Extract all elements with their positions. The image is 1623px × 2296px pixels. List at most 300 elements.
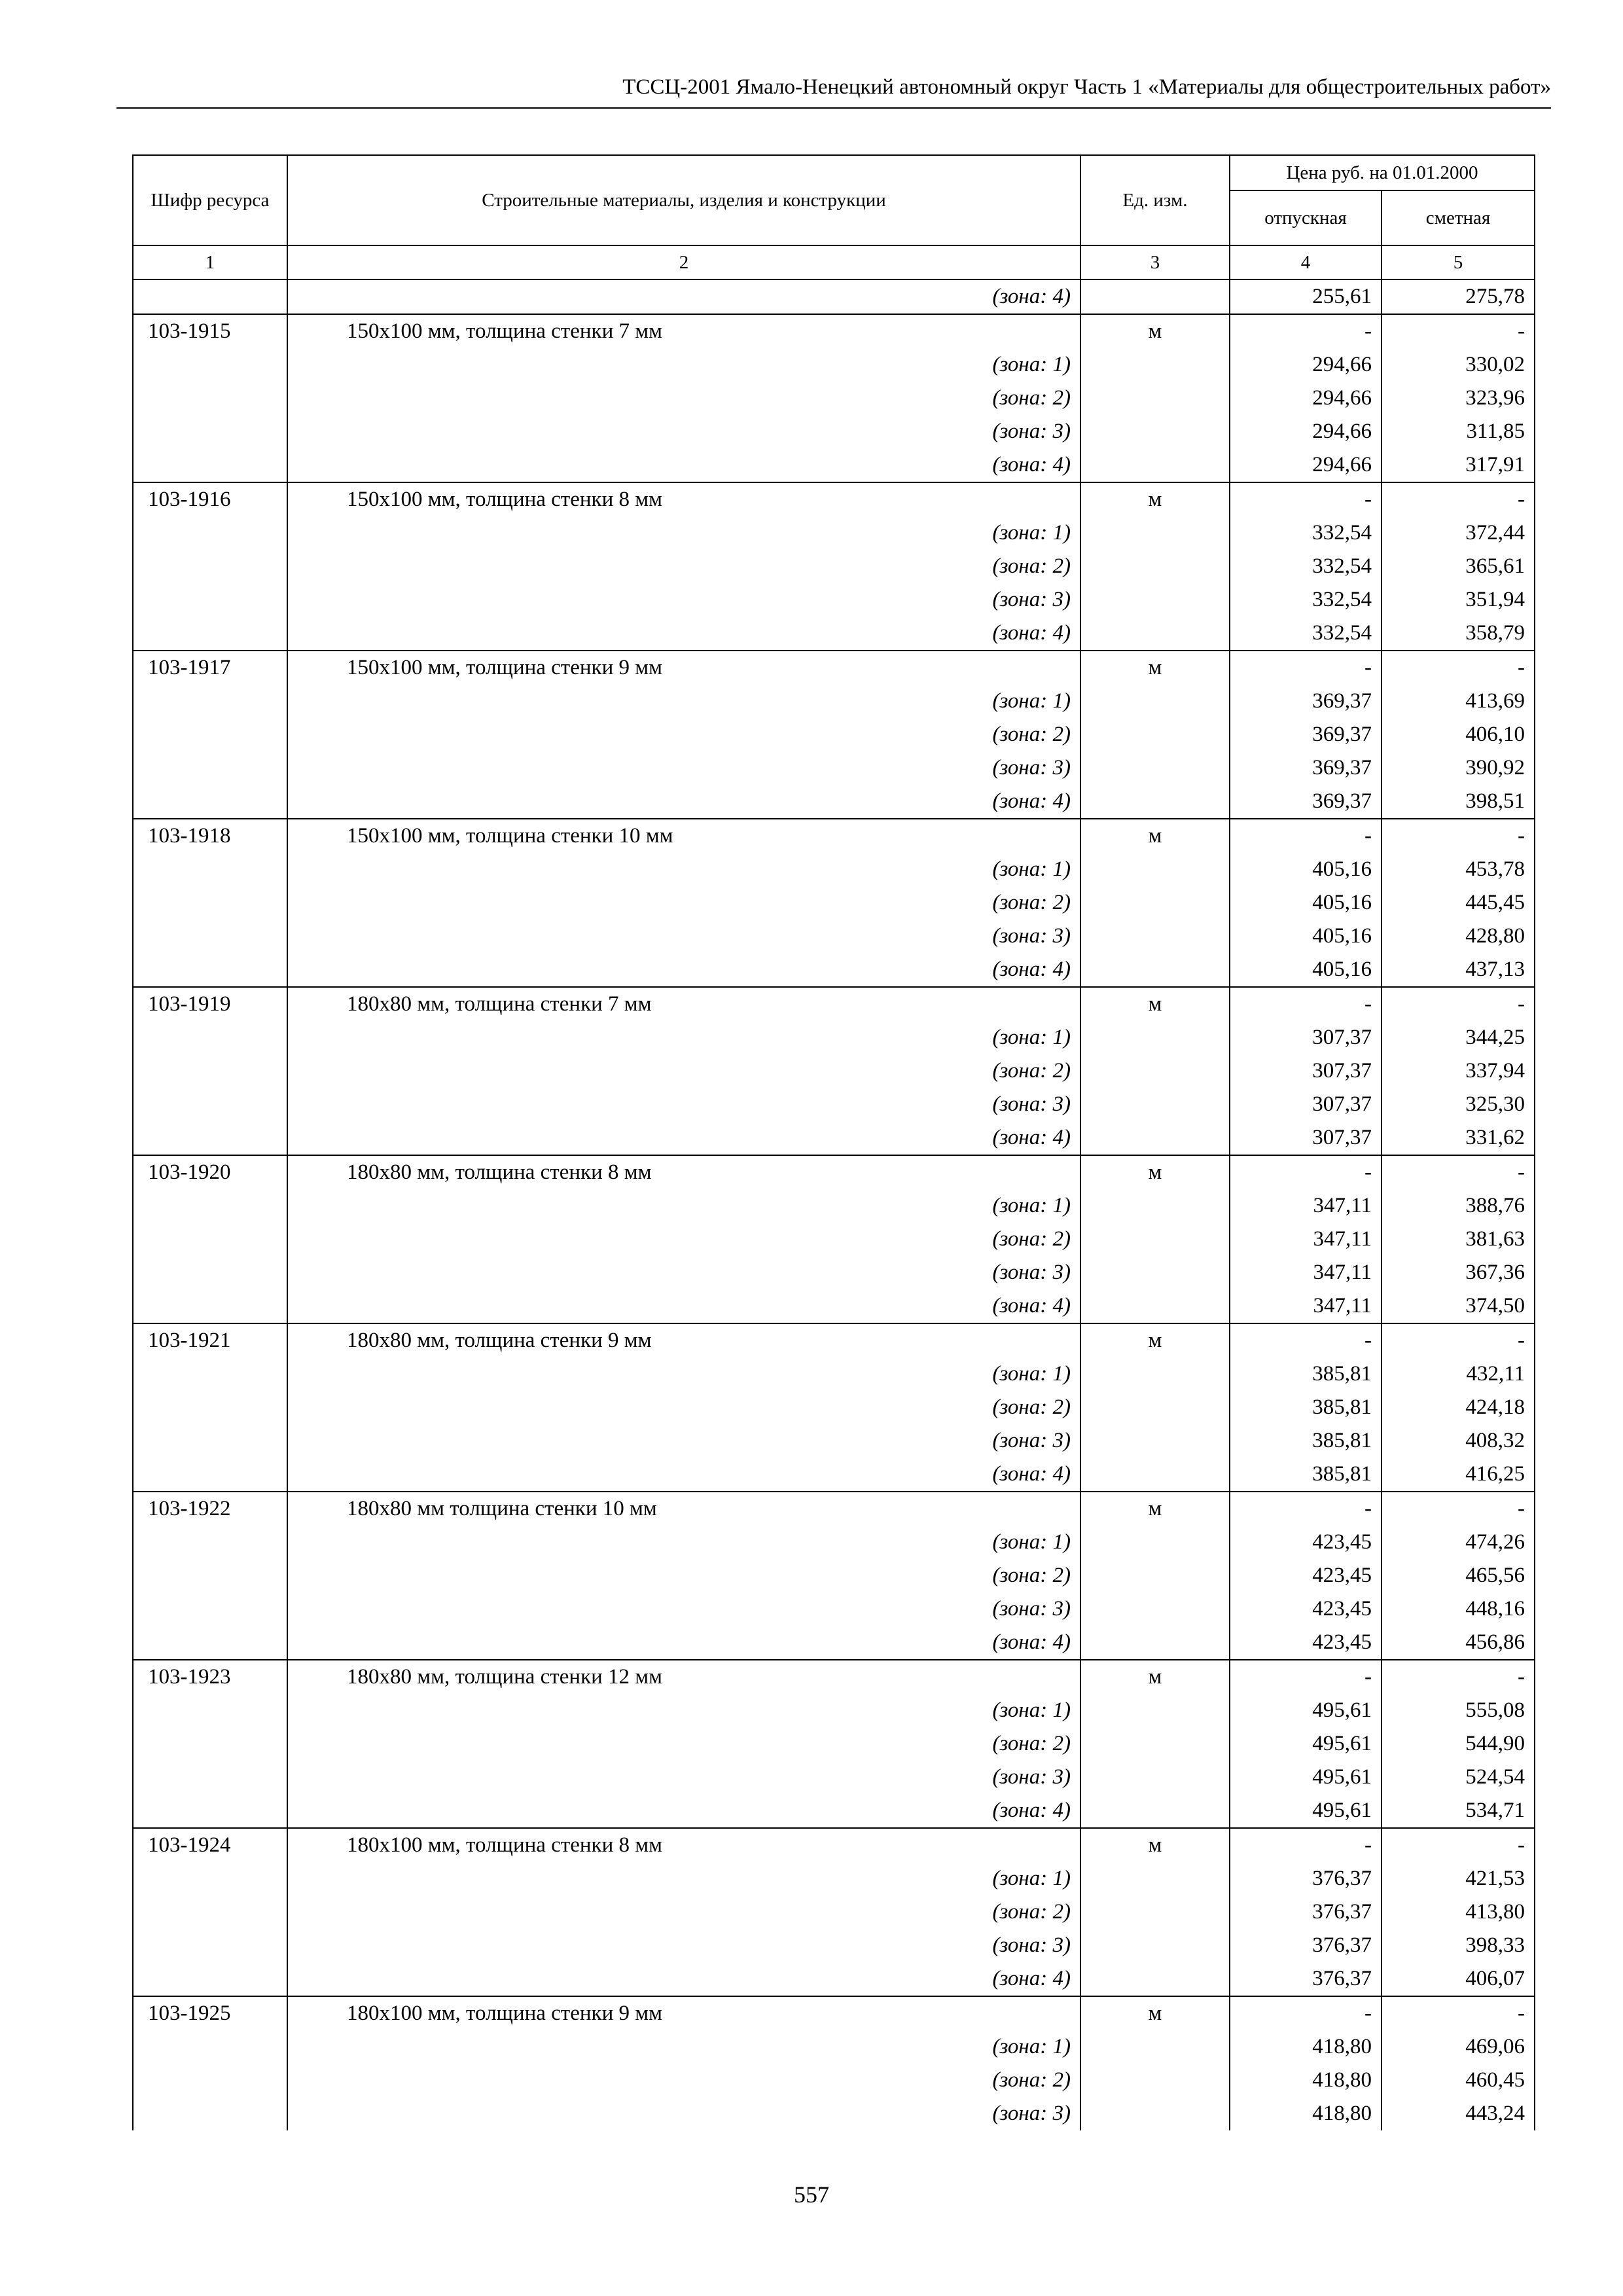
resource-code-cell: [133, 2030, 287, 2064]
zone-row: [133, 751, 1535, 785]
release-price: 376,37: [1230, 1962, 1382, 1996]
zone-label: (зона: 2): [287, 550, 1080, 583]
resource-code-cell: [133, 1289, 287, 1323]
unit-cell: [1080, 685, 1230, 718]
zone-row: [133, 718, 1535, 751]
unit-cell: [1080, 1626, 1230, 1660]
zone-label: (зона: 4): [287, 785, 1080, 819]
unit-cell: [1080, 1794, 1230, 1828]
release-price: 294,66: [1230, 448, 1382, 482]
unit-cell: [1080, 279, 1230, 314]
resource-code-cell: [133, 1088, 287, 1121]
unit-cell: [1080, 1862, 1230, 1895]
table-row: [133, 1828, 1535, 1862]
zone-row: [133, 1256, 1535, 1289]
zone-row: [133, 2097, 1535, 2130]
zone-row: [133, 1559, 1535, 1592]
header-unit: Ед. изм.: [1080, 155, 1230, 245]
resource-code-cell: [133, 1862, 287, 1895]
resource-code-cell: [133, 1592, 287, 1626]
zone-row: [133, 1054, 1535, 1088]
zone-row: [133, 1289, 1535, 1323]
table-row: [133, 314, 1535, 348]
release-price: 376,37: [1230, 1895, 1382, 1929]
estimate-price: 534,71: [1382, 1794, 1535, 1828]
unit-of-measure: м: [1080, 1660, 1230, 1694]
header-name: Строительные материалы, изделия и конструкции: [287, 155, 1080, 245]
zone-row: [133, 1962, 1535, 1996]
resource-code-cell: [133, 516, 287, 550]
unit-cell: [1080, 1021, 1230, 1054]
unit-cell: [1080, 382, 1230, 415]
resource-code: 103-1923: [133, 1660, 287, 1694]
resource-code-cell: [133, 2064, 287, 2097]
resource-code: 103-1920: [133, 1155, 287, 1189]
release-price: -: [1230, 1492, 1382, 1526]
unit-cell: [1080, 751, 1230, 785]
release-price: -: [1230, 987, 1382, 1021]
release-price: 418,80: [1230, 2064, 1382, 2097]
zone-label: (зона: 2): [287, 382, 1080, 415]
resource-code-cell: [133, 1189, 287, 1223]
unit-cell: [1080, 1592, 1230, 1626]
unit-cell: [1080, 348, 1230, 382]
resource-code: 103-1925: [133, 1996, 287, 2030]
release-price: 385,81: [1230, 1357, 1382, 1391]
zone-label: (зона: 4): [287, 279, 1080, 314]
estimate-price: 331,62: [1382, 1121, 1535, 1155]
release-price: 376,37: [1230, 1929, 1382, 1962]
col-number: 4: [1230, 245, 1382, 279]
zone-row: [133, 1458, 1535, 1492]
estimate-price: 453,78: [1382, 853, 1535, 886]
resource-code: 103-1915: [133, 314, 287, 348]
resource-code-cell: [133, 1256, 287, 1289]
table-body: [133, 279, 1535, 2130]
release-price: 495,61: [1230, 1761, 1382, 1794]
resource-code-cell: [133, 1559, 287, 1592]
resource-code: 103-1916: [133, 482, 287, 516]
unit-cell: [1080, 1256, 1230, 1289]
zone-label: (зона: 3): [287, 1592, 1080, 1626]
zone-row: [133, 2030, 1535, 2064]
unit-cell: [1080, 583, 1230, 617]
release-price: 332,54: [1230, 550, 1382, 583]
zone-row: [133, 1626, 1535, 1660]
table-row: [133, 819, 1535, 853]
unit-cell: [1080, 550, 1230, 583]
zone-label: (зона: 3): [287, 1088, 1080, 1121]
unit-cell: [1080, 1223, 1230, 1256]
release-price: -: [1230, 819, 1382, 853]
material-name: 150x100 мм, толщина стенки 7 мм: [287, 314, 1080, 348]
zone-row: [133, 1794, 1535, 1828]
unit-cell: [1080, 1357, 1230, 1391]
table-row: [133, 1492, 1535, 1526]
zone-label: (зона: 2): [287, 1559, 1080, 1592]
estimate-price: 432,11: [1382, 1357, 1535, 1391]
unit-cell: [1080, 953, 1230, 987]
estimate-price: 398,51: [1382, 785, 1535, 819]
unit-cell: [1080, 1088, 1230, 1121]
estimate-price: 445,45: [1382, 886, 1535, 920]
unit-cell: [1080, 785, 1230, 819]
zone-label: (зона: 2): [287, 1727, 1080, 1761]
zone-label: (зона: 3): [287, 1424, 1080, 1458]
release-price: 423,45: [1230, 1526, 1382, 1559]
zone-label: (зона: 1): [287, 1357, 1080, 1391]
material-name: 180x100 мм, толщина стенки 9 мм: [287, 1996, 1080, 2030]
estimate-price: 428,80: [1382, 920, 1535, 953]
estimate-price: 448,16: [1382, 1592, 1535, 1626]
release-price: -: [1230, 1660, 1382, 1694]
material-name: 180x80 мм, толщина стенки 7 мм: [287, 987, 1080, 1021]
zone-row: [133, 1088, 1535, 1121]
release-price: -: [1230, 482, 1382, 516]
release-price: 423,45: [1230, 1592, 1382, 1626]
unit-of-measure: м: [1080, 651, 1230, 685]
table-row: [133, 482, 1535, 516]
estimate-price: 325,30: [1382, 1088, 1535, 1121]
unit-cell: [1080, 1458, 1230, 1492]
release-price: 385,81: [1230, 1391, 1382, 1424]
zone-row: [133, 2064, 1535, 2097]
zone-label: (зона: 3): [287, 1761, 1080, 1794]
unit-cell: [1080, 718, 1230, 751]
estimate-price: 381,63: [1382, 1223, 1535, 1256]
unit-cell: [1080, 516, 1230, 550]
resource-code-cell: [133, 415, 287, 448]
unit-cell: [1080, 2097, 1230, 2130]
resource-code-cell: [133, 279, 287, 314]
zone-label: (зона: 2): [287, 1223, 1080, 1256]
table-row: [133, 651, 1535, 685]
zone-row: [133, 1929, 1535, 1962]
resource-code-cell: [133, 583, 287, 617]
estimate-price: 416,25: [1382, 1458, 1535, 1492]
resource-code-cell: [133, 1526, 287, 1559]
page-number: 557: [794, 2181, 829, 2208]
unit-cell: [1080, 920, 1230, 953]
resource-code-cell: [133, 1121, 287, 1155]
zone-label: (зона: 4): [287, 1458, 1080, 1492]
header-price-group: Цена руб. на 01.01.2000: [1230, 155, 1535, 190]
resource-code-cell: [133, 617, 287, 651]
zone-row: [133, 617, 1535, 651]
release-price: 369,37: [1230, 785, 1382, 819]
estimate-price: -: [1382, 482, 1535, 516]
header-code: Шифр ресурса: [133, 155, 287, 245]
column-number-row: [133, 245, 1535, 279]
table-row: [133, 987, 1535, 1021]
resource-code-cell: [133, 886, 287, 920]
zone-row: [133, 1189, 1535, 1223]
col-number: 5: [1382, 245, 1535, 279]
resource-code-cell: [133, 1929, 287, 1962]
release-price: 307,37: [1230, 1021, 1382, 1054]
zone-label: (зона: 3): [287, 583, 1080, 617]
unit-of-measure: м: [1080, 482, 1230, 516]
unit-cell: [1080, 1559, 1230, 1592]
zone-row: [133, 1357, 1535, 1391]
release-price: 347,11: [1230, 1223, 1382, 1256]
resource-code-cell: [133, 1391, 287, 1424]
release-price: 423,45: [1230, 1559, 1382, 1592]
unit-cell: [1080, 1189, 1230, 1223]
unit-cell: [1080, 1391, 1230, 1424]
release-price: 347,11: [1230, 1289, 1382, 1323]
release-price: 495,61: [1230, 1694, 1382, 1727]
zone-label: (зона: 2): [287, 2064, 1080, 2097]
zone-label: (зона: 1): [287, 1694, 1080, 1727]
material-name: 150x100 мм, толщина стенки 10 мм: [287, 819, 1080, 853]
zone-label: (зона: 1): [287, 348, 1080, 382]
zone-row: [133, 516, 1535, 550]
zone-row: [133, 415, 1535, 448]
release-price: 332,54: [1230, 516, 1382, 550]
estimate-price: 323,96: [1382, 382, 1535, 415]
material-name: 180x80 мм толщина стенки 10 мм: [287, 1492, 1080, 1526]
zone-label: (зона: 3): [287, 2097, 1080, 2130]
resource-code: 103-1917: [133, 651, 287, 685]
col-number: 2: [287, 245, 1080, 279]
zone-row: [133, 1862, 1535, 1895]
estimate-price: -: [1382, 314, 1535, 348]
release-price: 294,66: [1230, 348, 1382, 382]
unit-cell: [1080, 1289, 1230, 1323]
zone-label: (зона: 3): [287, 1929, 1080, 1962]
resource-code-cell: [133, 1761, 287, 1794]
unit-cell: [1080, 415, 1230, 448]
unit-cell: [1080, 617, 1230, 651]
unit-cell: [1080, 1526, 1230, 1559]
estimate-price: 465,56: [1382, 1559, 1535, 1592]
estimate-price: 275,78: [1382, 279, 1535, 314]
release-price: 332,54: [1230, 583, 1382, 617]
unit-of-measure: м: [1080, 1323, 1230, 1357]
estimate-price: 413,80: [1382, 1895, 1535, 1929]
estimate-price: -: [1382, 1323, 1535, 1357]
resource-code: 103-1922: [133, 1492, 287, 1526]
release-price: 385,81: [1230, 1458, 1382, 1492]
zone-label: (зона: 1): [287, 1189, 1080, 1223]
resource-code-cell: [133, 953, 287, 987]
table-row: [133, 1660, 1535, 1694]
estimate-price: 388,76: [1382, 1189, 1535, 1223]
release-price: -: [1230, 1828, 1382, 1862]
release-price: 307,37: [1230, 1088, 1382, 1121]
estimate-price: 408,32: [1382, 1424, 1535, 1458]
estimate-price: 374,50: [1382, 1289, 1535, 1323]
estimate-price: 406,10: [1382, 718, 1535, 751]
header-release-price: отпускная: [1230, 190, 1382, 245]
zone-row: [133, 785, 1535, 819]
resource-code-cell: [133, 382, 287, 415]
zone-label: (зона: 2): [287, 718, 1080, 751]
estimate-price: 367,36: [1382, 1256, 1535, 1289]
col-number: 3: [1080, 245, 1230, 279]
zone-row: [133, 1526, 1535, 1559]
resource-code-cell: [133, 1357, 287, 1391]
estimate-price: 344,25: [1382, 1021, 1535, 1054]
release-price: 405,16: [1230, 953, 1382, 987]
material-name: 180x80 мм, толщина стенки 8 мм: [287, 1155, 1080, 1189]
zone-label: (зона: 4): [287, 1626, 1080, 1660]
estimate-price: 413,69: [1382, 685, 1535, 718]
release-price: 307,37: [1230, 1054, 1382, 1088]
zone-row: [133, 886, 1535, 920]
release-price: 405,16: [1230, 886, 1382, 920]
resource-code-cell: [133, 1727, 287, 1761]
zone-label: (зона: 4): [287, 953, 1080, 987]
estimate-price: 372,44: [1382, 516, 1535, 550]
zone-label: (зона: 1): [287, 1526, 1080, 1559]
unit-of-measure: м: [1080, 1492, 1230, 1526]
release-price: 255,61: [1230, 279, 1382, 314]
zone-row: [133, 1223, 1535, 1256]
release-price: 376,37: [1230, 1862, 1382, 1895]
unit-cell: [1080, 886, 1230, 920]
resource-code-cell: [133, 1694, 287, 1727]
table-row: [133, 1996, 1535, 2030]
resource-code-cell: [133, 853, 287, 886]
resource-code-cell: [133, 1895, 287, 1929]
zone-row: [133, 382, 1535, 415]
material-name: 180x80 мм, толщина стенки 12 мм: [287, 1660, 1080, 1694]
unit-cell: [1080, 1121, 1230, 1155]
zone-label: (зона: 2): [287, 886, 1080, 920]
zone-label: (зона: 3): [287, 1256, 1080, 1289]
col-number: 1: [133, 245, 287, 279]
unit-of-measure: м: [1080, 1996, 1230, 2030]
estimate-price: 443,24: [1382, 2097, 1535, 2130]
estimate-price: -: [1382, 1492, 1535, 1526]
resource-code-cell: [133, 718, 287, 751]
unit-cell: [1080, 1895, 1230, 1929]
estimate-price: 337,94: [1382, 1054, 1535, 1088]
zone-label: (зона: 3): [287, 751, 1080, 785]
resource-code-cell: [133, 685, 287, 718]
zone-row: [133, 583, 1535, 617]
estimate-price: -: [1382, 819, 1535, 853]
material-name: 150x100 мм, толщина стенки 8 мм: [287, 482, 1080, 516]
zone-row: [133, 1121, 1535, 1155]
zone-label: (зона: 1): [287, 1021, 1080, 1054]
zone-label: (зона: 2): [287, 1391, 1080, 1424]
estimate-price: 398,33: [1382, 1929, 1535, 1962]
estimate-price: 437,13: [1382, 953, 1535, 987]
zone-label: (зона: 2): [287, 1895, 1080, 1929]
unit-cell: [1080, 853, 1230, 886]
release-price: 385,81: [1230, 1424, 1382, 1458]
zone-label: (зона: 3): [287, 920, 1080, 953]
release-price: -: [1230, 1323, 1382, 1357]
release-price: -: [1230, 1155, 1382, 1189]
zone-label: (зона: 4): [287, 448, 1080, 482]
release-price: 332,54: [1230, 617, 1382, 651]
release-price: 418,80: [1230, 2030, 1382, 2064]
resource-code-cell: [133, 550, 287, 583]
release-price: 369,37: [1230, 685, 1382, 718]
running-header: [116, 71, 1551, 109]
estimate-price: -: [1382, 651, 1535, 685]
release-price: 347,11: [1230, 1189, 1382, 1223]
estimate-price: 317,91: [1382, 448, 1535, 482]
zone-label: (зона: 4): [287, 1794, 1080, 1828]
unit-cell: [1080, 1424, 1230, 1458]
estimate-price: 406,07: [1382, 1962, 1535, 1996]
resource-code-cell: [133, 1626, 287, 1660]
zone-label: (зона: 1): [287, 1862, 1080, 1895]
price-table: [132, 154, 1535, 2130]
unit-of-measure: м: [1080, 1155, 1230, 1189]
estimate-price: 544,90: [1382, 1727, 1535, 1761]
unit-cell: [1080, 1962, 1230, 1996]
table-header: [133, 155, 1535, 279]
unit-of-measure: м: [1080, 819, 1230, 853]
estimate-price: 474,26: [1382, 1526, 1535, 1559]
zone-row: [133, 448, 1535, 482]
unit-cell: [1080, 1761, 1230, 1794]
resource-code-cell: [133, 1021, 287, 1054]
estimate-price: 365,61: [1382, 550, 1535, 583]
estimate-price: 351,94: [1382, 583, 1535, 617]
zone-row: [133, 348, 1535, 382]
material-name: 150x100 мм, толщина стенки 9 мм: [287, 651, 1080, 685]
estimate-price: -: [1382, 1828, 1535, 1862]
release-price: 294,66: [1230, 415, 1382, 448]
zone-row: [133, 1424, 1535, 1458]
estimate-price: 421,53: [1382, 1862, 1535, 1895]
release-price: 347,11: [1230, 1256, 1382, 1289]
zone-label: (зона: 1): [287, 516, 1080, 550]
resource-code-cell: [133, 1962, 287, 1996]
unit-cell: [1080, 1727, 1230, 1761]
resource-code: 103-1924: [133, 1828, 287, 1862]
zone-label: (зона: 1): [287, 685, 1080, 718]
estimate-price: -: [1382, 1996, 1535, 2030]
release-price: 307,37: [1230, 1121, 1382, 1155]
estimate-price: 358,79: [1382, 617, 1535, 651]
zone-label: (зона: 2): [287, 1054, 1080, 1088]
table-row: [133, 1155, 1535, 1189]
unit-of-measure: м: [1080, 1828, 1230, 1862]
estimate-price: 555,08: [1382, 1694, 1535, 1727]
estimate-price: 524,54: [1382, 1761, 1535, 1794]
zone-row: [133, 279, 1535, 314]
release-price: -: [1230, 314, 1382, 348]
zone-row: [133, 1021, 1535, 1054]
zone-row: [133, 1761, 1535, 1794]
release-price: 294,66: [1230, 382, 1382, 415]
material-name: 180x80 мм, толщина стенки 9 мм: [287, 1323, 1080, 1357]
zone-label: (зона: 4): [287, 1962, 1080, 1996]
zone-row: [133, 953, 1535, 987]
release-price: 369,37: [1230, 718, 1382, 751]
zone-row: [133, 853, 1535, 886]
release-price: 423,45: [1230, 1626, 1382, 1660]
release-price: 405,16: [1230, 920, 1382, 953]
unit-cell: [1080, 2064, 1230, 2097]
release-price: 495,61: [1230, 1794, 1382, 1828]
release-price: 369,37: [1230, 751, 1382, 785]
zone-row: [133, 1391, 1535, 1424]
estimate-price: 330,02: [1382, 348, 1535, 382]
zone-row: [133, 920, 1535, 953]
resource-code-cell: [133, 1054, 287, 1088]
resource-code-cell: [133, 2097, 287, 2130]
resource-code-cell: [133, 785, 287, 819]
